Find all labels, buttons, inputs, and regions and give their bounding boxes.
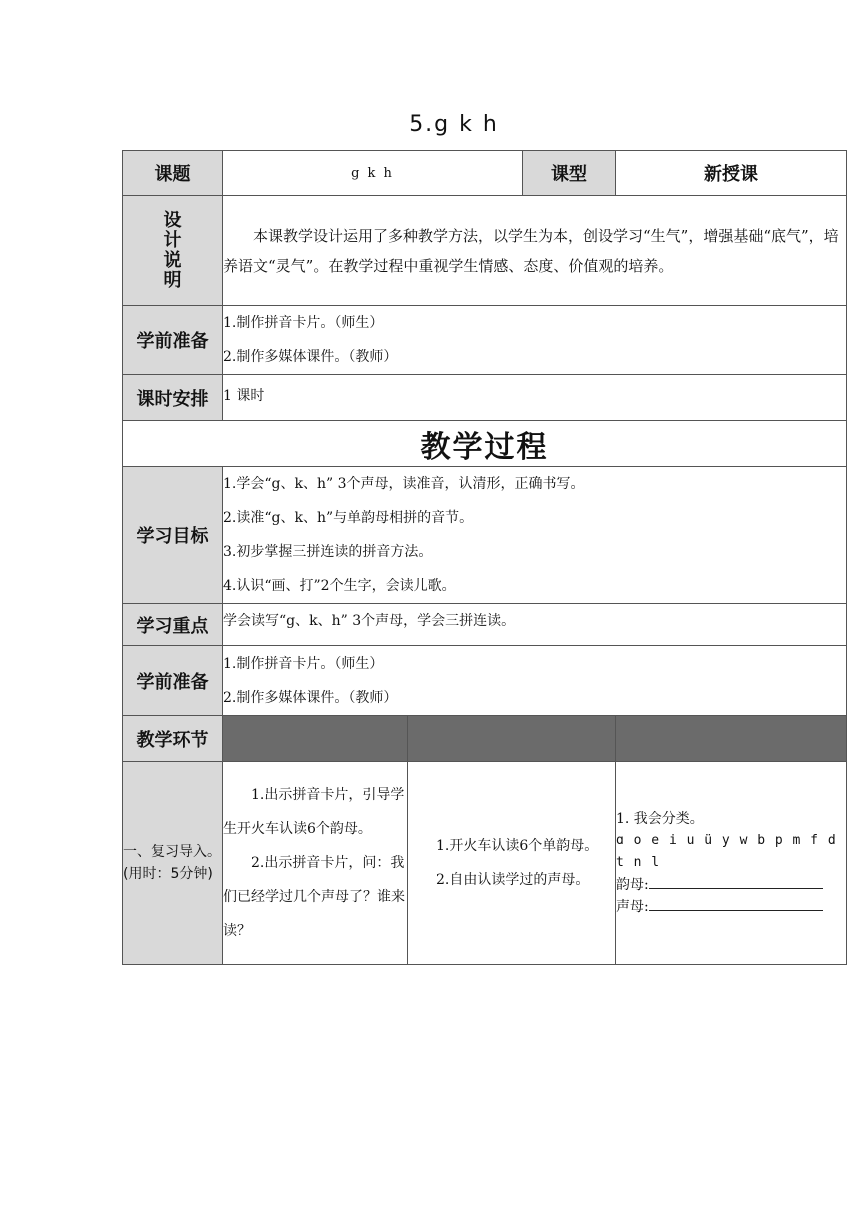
student-step: 2.自由认读学过的声母。: [436, 872, 590, 888]
time-row: [123, 375, 847, 421]
type-value: 新授课: [616, 151, 847, 196]
prep-label: 学前准备: [123, 306, 223, 375]
teacher-header: [223, 716, 408, 762]
student-step: 1.开火车认读6个单韵母。: [436, 838, 599, 854]
time-label: 课时安排: [123, 375, 223, 421]
stage1-row: [123, 762, 847, 965]
stage1-student: [408, 762, 616, 965]
stage1-exercise: [616, 762, 847, 965]
time-value: 1 课时: [223, 375, 847, 421]
teacher-step: 2.出示拼音卡片，问：我们已经学过几个声母了？谁来读？: [223, 855, 405, 939]
prep-item: 2.制作多媒体课件。（教师）: [223, 349, 398, 365]
design-label-char: 计: [163, 229, 182, 251]
exercise-field-shengmu: [616, 896, 846, 918]
answer-blank[interactable]: [649, 896, 823, 911]
prep2-row: [123, 646, 847, 716]
key-row: [123, 604, 847, 646]
exercise-header: [616, 716, 847, 762]
design-label-char: 说: [163, 249, 182, 271]
exercise-field-yunmu: [616, 874, 846, 896]
prep2-item: 2.制作多媒体课件。（教师）: [223, 689, 398, 706]
exercise-field-label: 声母:: [616, 899, 649, 915]
exercise-field-label: 韵母:: [616, 877, 649, 893]
type-label: 课型: [523, 151, 616, 196]
design-label-char: 设: [163, 209, 182, 231]
prep-items: [223, 306, 847, 375]
key-label: 学习重点: [123, 604, 223, 646]
process-title: 教学过程: [123, 421, 847, 467]
topic-row: [123, 151, 847, 196]
goal-item: 3.初步掌握三拼连读的拼音方法。: [223, 544, 433, 560]
design-label-char: 明: [163, 269, 182, 291]
design-text: 本课教学设计运用了多种教学方法，以学生为本，创设学习“生气”，增强基础“底气”，培养语文“灵气”。在教学过程中重视学生情感、态度、价值观的培养。: [223, 196, 847, 306]
design-row: [123, 196, 847, 306]
teacher-step: 1.出示拼音卡片，引导学生开火车认读6个韵母。: [223, 787, 405, 837]
document-title: 5.g k h: [409, 112, 499, 137]
stage-header-row: [123, 716, 847, 762]
prep2-label: 学前准备: [123, 646, 223, 716]
prep-row: [123, 306, 847, 375]
exercise-letters: ɑ o e i u ü y w b p m f d t n l: [616, 833, 836, 870]
prep2-item: 1.制作拼音卡片。（师生）: [223, 655, 384, 672]
prep-item: 1.制作拼音卡片。（师生）: [223, 315, 384, 331]
stage1-teacher: [223, 762, 408, 965]
stage-header-label: 教学环节: [123, 716, 223, 762]
process-title-row: [123, 421, 847, 467]
goals-label: 学习目标: [123, 467, 223, 604]
goal-item: 4.认识“画、打”2个生字，会读儿歌。: [223, 578, 456, 594]
student-header: [408, 716, 616, 762]
goal-item: 1.学会“g、k、h” 3个声母，读准音，认清形，正确书写。: [223, 476, 585, 492]
goals-row: [123, 467, 847, 604]
goal-item: 2.读准“g、k、h”与单韵母相拼的音节。: [223, 510, 474, 526]
topic-value: g k h: [223, 151, 523, 196]
stage1-name: 一、复习导入。(用时：5分钟): [123, 762, 223, 965]
key-text: 学会读写“g、k、h” 3个声母，学会三拼连读。: [223, 604, 847, 646]
lesson-plan-table: [122, 150, 847, 965]
design-label: [123, 196, 223, 306]
exercise-title: 1. 我会分类。: [616, 811, 704, 827]
goals-list: [223, 467, 847, 604]
topic-label: 课题: [123, 151, 223, 196]
prep2-items: [223, 646, 847, 716]
answer-blank[interactable]: [649, 874, 823, 889]
